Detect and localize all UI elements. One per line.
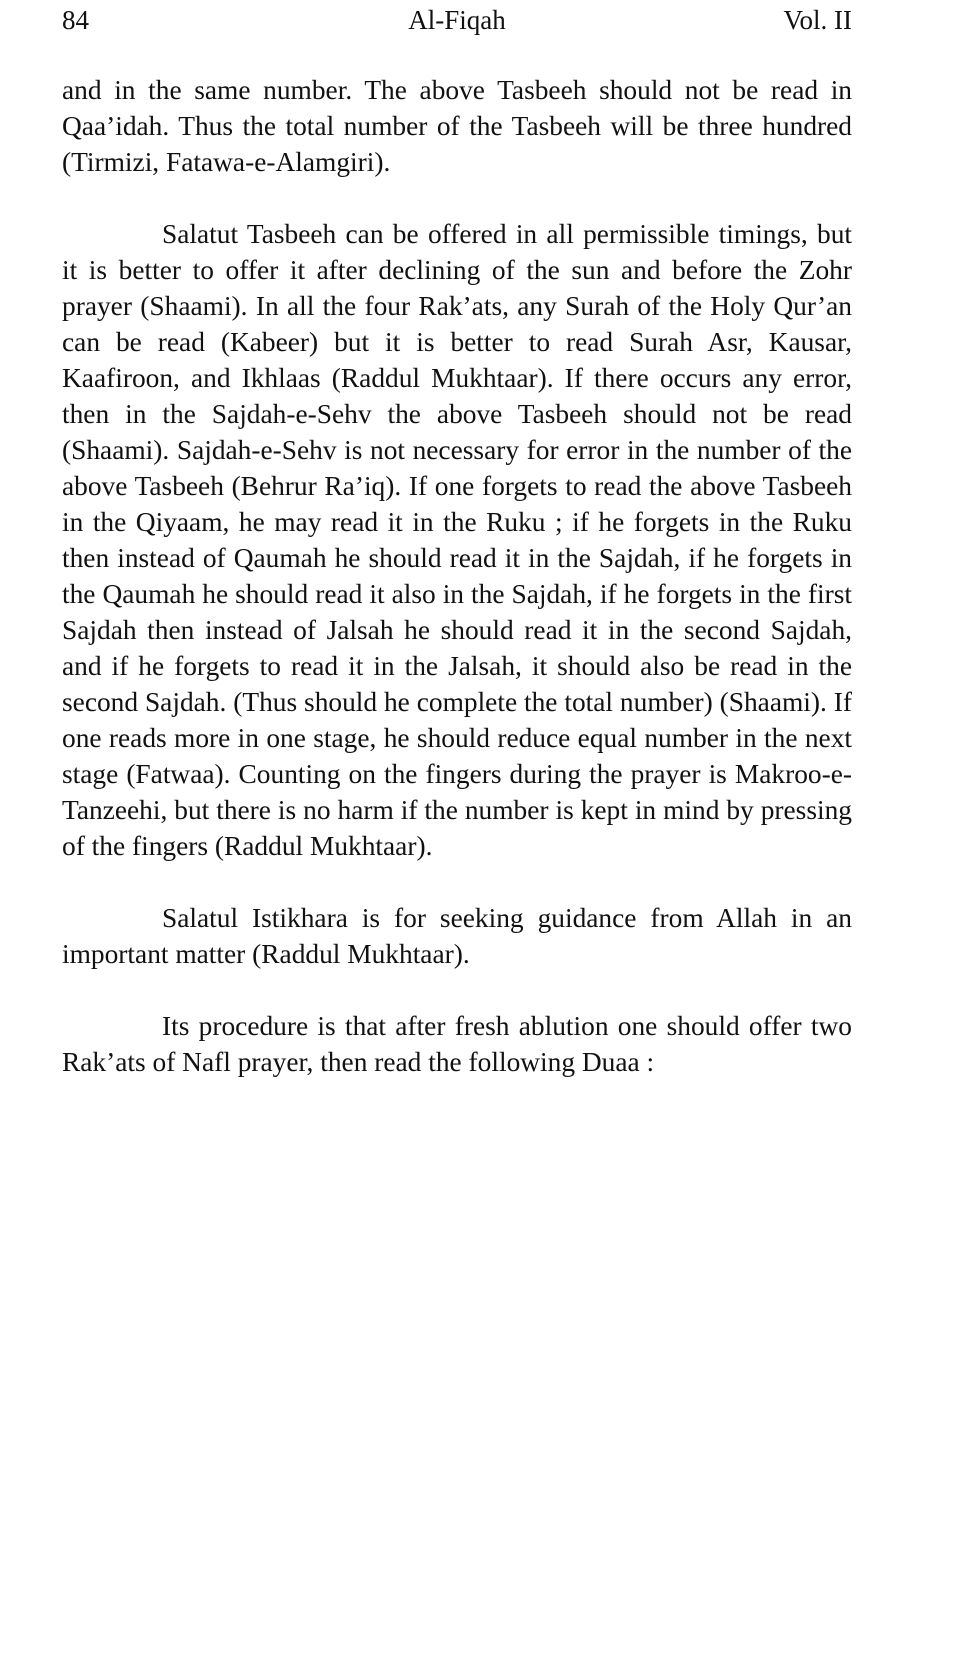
- book-title: Al-Fiqah: [408, 5, 506, 35]
- volume-label: Vol. II: [783, 5, 852, 35]
- page-body: [62, 72, 852, 1080]
- paragraph-salatut-tasbeeh: Salatut Tasbeeh can be offered in all permissible timings, but it is better to offer it after declining of the sun and before the Zohr prayer (Shaami). In all the four Rak’ats, any Surah of the Holy Qur’an can be read (Kabeer) but it is better to read Surah Asr, Kausar, Kaafiroon, and Ikhlaas (Raddul Mukhtaar). If there occurs any error, then in the Sajdah-e-Sehv the above Tasbeeh should not be read (Shaami). Sajdah-e-Sehv is not necessary for error in the number of the above Tasbeeh (Behrur Ra’iq). If one forgets to read the above Tasbeeh in the Qiyaam, he may read it in the Ruku ; if he forgets in the Ruku then instead of Qaumah he should read it in the Sajdah, if he forgets in the Qaumah he should read it also in the Sajdah, if he forgets in the first Sajdah then instead of Jalsah he should read it in the second Sajdah, and if he forgets to read it in the Jalsah, it should also be read in the second Sajdah. (Thus should he complete the total number) (Shaami). If one reads more in one stage, he should reduce equal number in the next stage (Fatwaa). Counting on the fingers during the prayer is Makroo-e-Tanzeehi, but there is no harm if the number is kept in mind by pressing of the fingers (Raddul Mukhtaar).: [62, 219, 852, 861]
- paragraph-salatul-istikhara: Salatul Istikhara is for seeking guidance from Allah in an important matter (Raddul Mukhtaar).: [62, 903, 852, 969]
- page-number: 84: [62, 5, 89, 35]
- paragraph-continuation: and in the same number. The above Tasbeeh should not be read in Qaa’idah. Thus the total number of the Tasbeeh will be three hundred (Tirmizi, Fatawa-e-Alamgiri).: [62, 75, 852, 177]
- paragraph-istikhara-procedure: Its procedure is that after fresh ablution one should offer two Rak’ats of Nafl prayer, then read the following Duaa :: [62, 1011, 852, 1077]
- running-header: [62, 2, 852, 38]
